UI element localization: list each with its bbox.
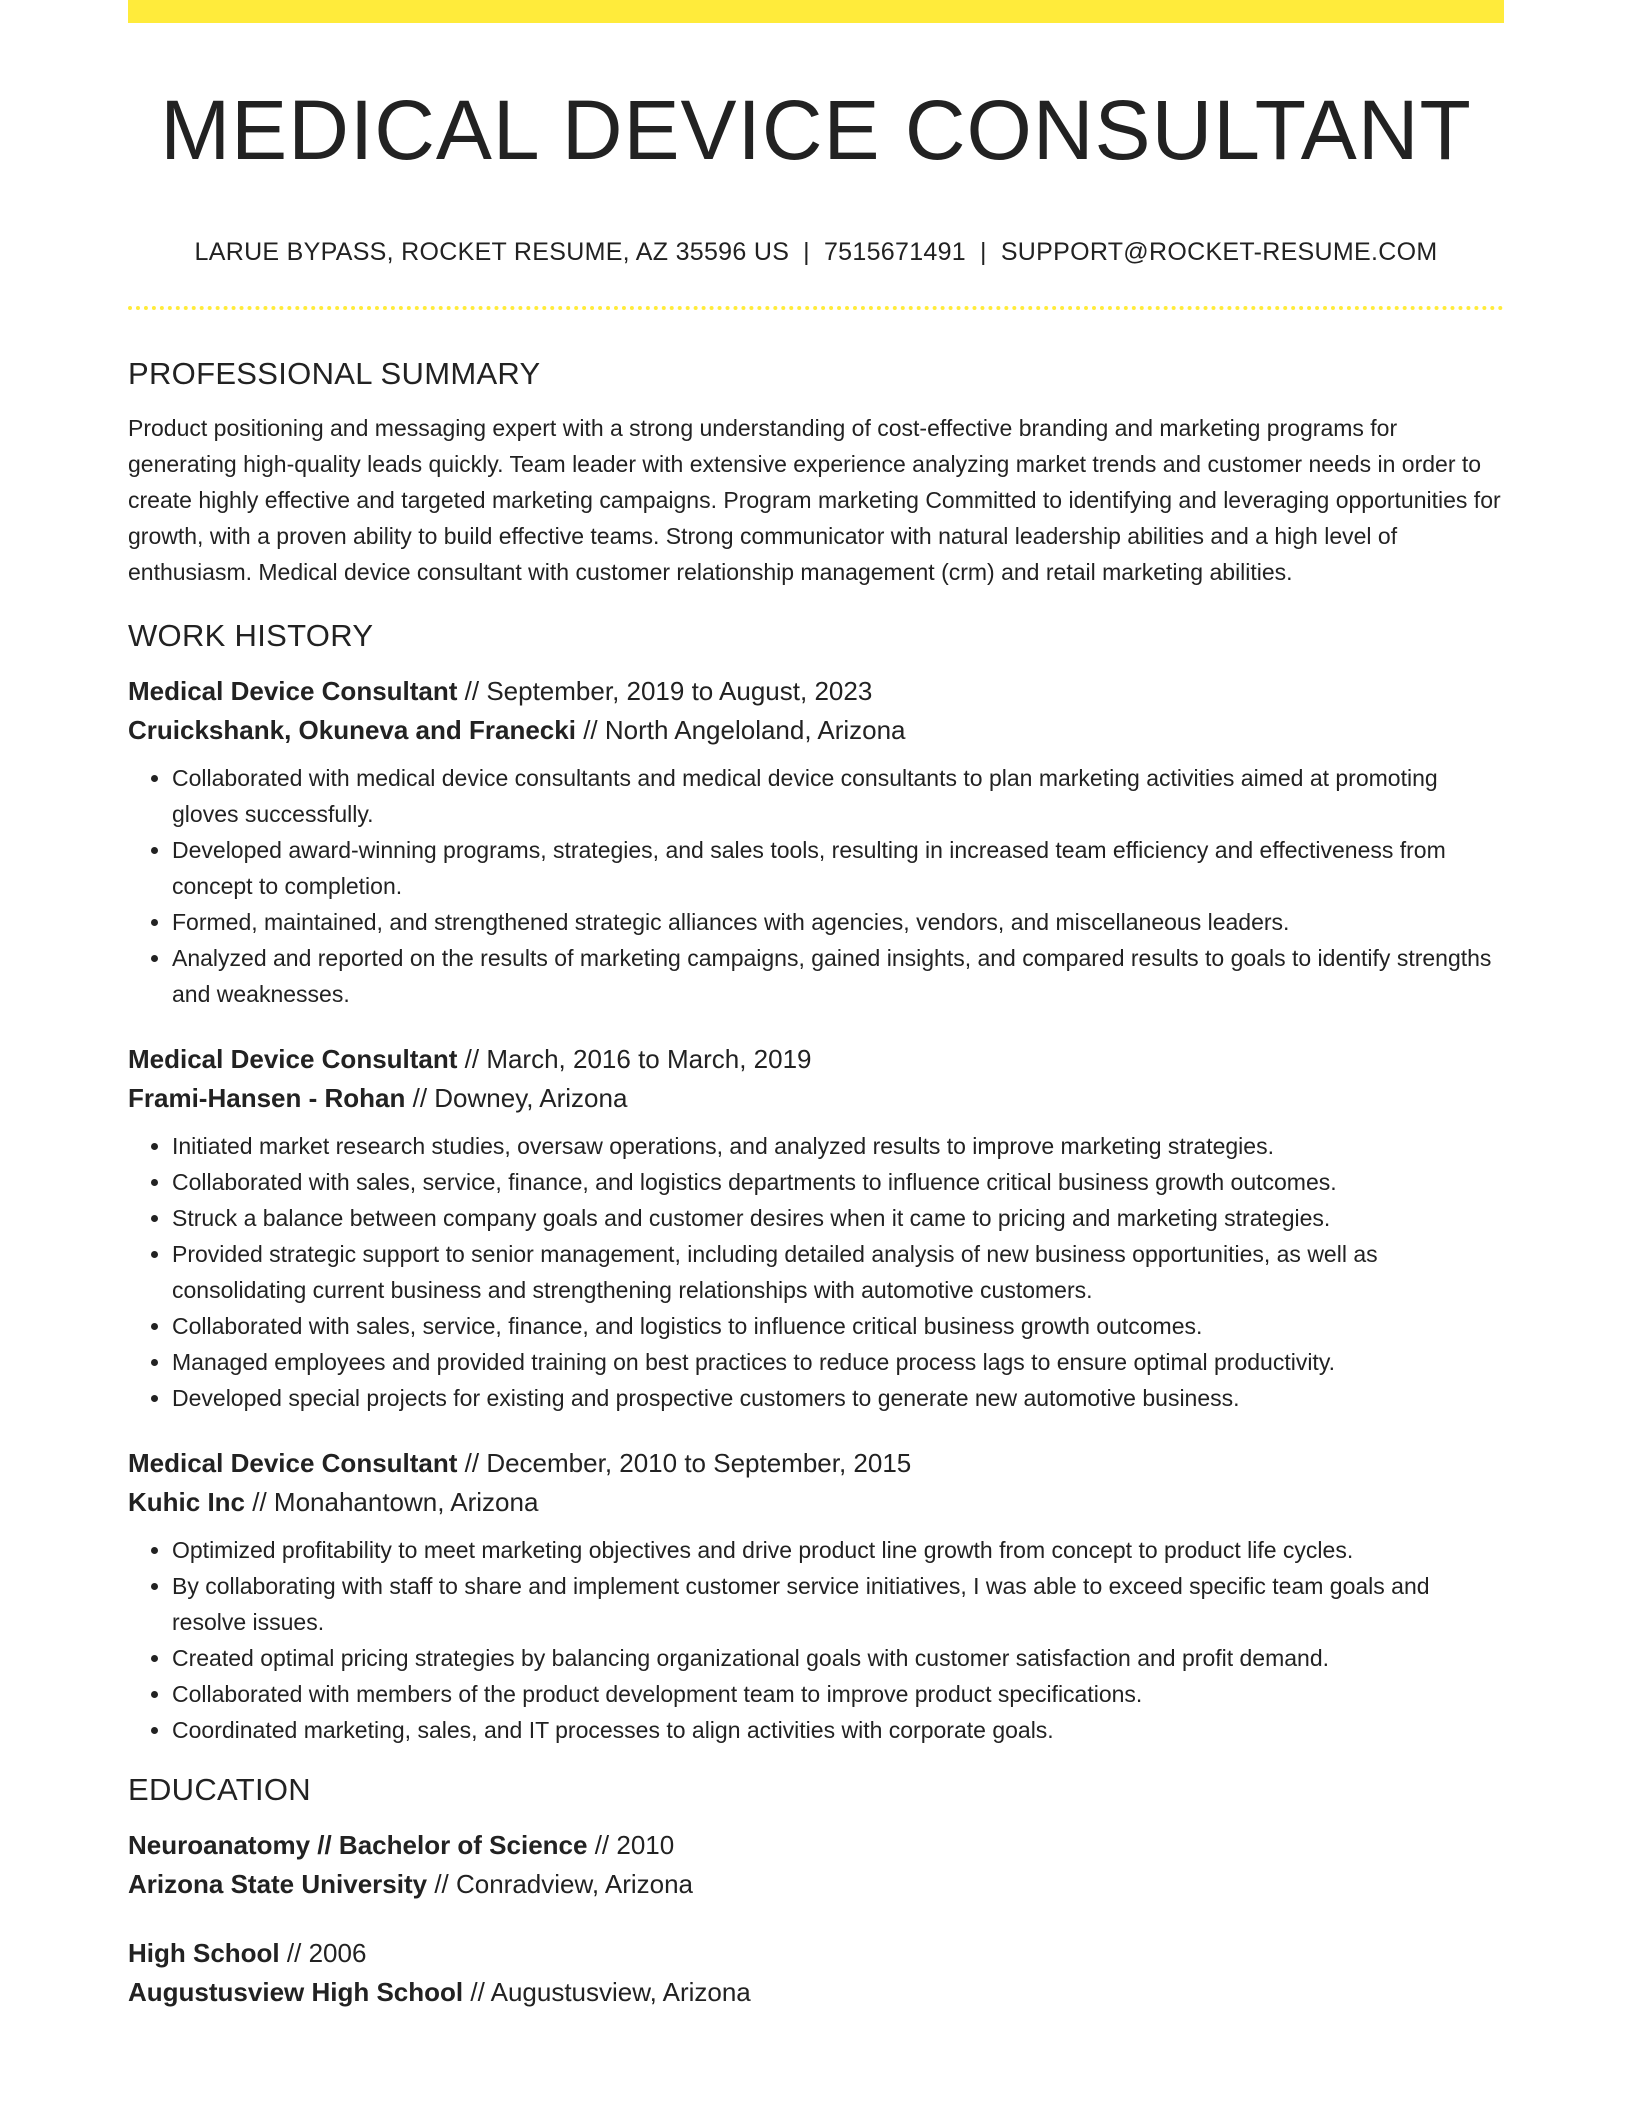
job-company: Kuhic Inc — [128, 1487, 246, 1517]
summary-text: Product positioning and messaging expert with a strong understanding of cost-effective branding and marketing programs for generating high-quality leads quickly. Team leader with extensive experience analyzing market trends and customer needs in order to create highly effective and targeted marketing campaigns. Program marketing Committed to identifying and leveraging opportunities for growth, with a proven ability to build effective teams. Strong communicator with natural leadership abilities and a high level of enthusiasm. Medical device consultant with customer relationship management (crm) and retail marketing abilities. — [128, 415, 1501, 585]
job-title-line — [128, 1444, 1504, 1483]
contact-email: SUPPORT@ROCKET-RESUME.COM — [1000, 238, 1438, 266]
education-section — [128, 1768, 1504, 2012]
list-item: • Developed award-winning programs, strategies, and sales tools, resulting in increased team efficiency and effectiveness from concept to completion. — [172, 832, 1504, 904]
job-entry — [128, 672, 1504, 1012]
degree-line — [128, 1826, 1504, 1865]
list-item: • Collaborated with members of the product development team to improve product specifications. — [172, 1676, 1504, 1712]
school-name: Arizona State University — [128, 1869, 428, 1899]
education-heading: EDUCATION — [128, 1772, 311, 1807]
school-name: Augustusview High School — [128, 1977, 464, 2007]
job-entry — [128, 1040, 1504, 1416]
list-item: • Created optimal pricing strategies by balancing organizational goals with customer satisfaction and profit demand. — [172, 1640, 1504, 1676]
degree: Neuroanatomy // Bachelor of Science — [128, 1830, 588, 1860]
job-bullets — [128, 1128, 1504, 1416]
job-location: // Downey, Arizona — [405, 1083, 628, 1113]
degree-line — [128, 1934, 1504, 1973]
list-item: • Developed special projects for existing and prospective customers to generate new automotive business. — [172, 1380, 1504, 1416]
list-item: • Optimized profitability to meet marketing objectives and drive product line growth from concept to product life cycles. — [172, 1532, 1504, 1568]
school-location: // Augustusview, Arizona — [463, 1977, 751, 2007]
work-history-heading: WORK HISTORY — [128, 618, 374, 653]
job-company-line — [128, 1079, 1504, 1118]
contact-address: LARUE BYPASS, ROCKET RESUME, AZ 35596 US — [194, 238, 790, 266]
contact-separator: | — [980, 238, 987, 266]
dotted-divider — [128, 306, 1504, 310]
job-company-line — [128, 1483, 1504, 1522]
job-title-line — [128, 672, 1504, 711]
summary-section — [128, 352, 1504, 590]
degree: High School — [128, 1938, 280, 1968]
graduation-year: // 2006 — [279, 1938, 367, 1968]
list-item: • Collaborated with medical device consultants and medical device consultants to plan marketing activities aimed at promoting gloves successfully. — [172, 760, 1504, 832]
job-title-line — [128, 1040, 1504, 1079]
job-title: Medical Device Consultant — [128, 1044, 458, 1074]
list-item: • Formed, maintained, and strengthened strategic alliances with agencies, vendors, and miscellaneous leaders. — [172, 904, 1504, 940]
job-location: // Monahantown, Arizona — [245, 1487, 539, 1517]
contact-separator: | — [803, 238, 810, 266]
job-bullets — [128, 760, 1504, 1012]
list-item: • Managed employees and provided training on best practices to reduce process lags to ensure optimal productivity. — [172, 1344, 1504, 1380]
list-item: • Collaborated with sales, service, finance, and logistics departments to influence critical business growth outcomes. — [172, 1164, 1504, 1200]
list-item: • Collaborated with sales, service, finance, and logistics to influence critical business growth outcomes. — [172, 1308, 1504, 1344]
list-item: • Struck a balance between company goals and customer desires when it came to pricing and marketing strategies. — [172, 1200, 1504, 1236]
list-item: • Initiated market research studies, oversaw operations, and analyzed results to improve marketing strategies. — [172, 1128, 1504, 1164]
job-location: // North Angeloland, Arizona — [575, 715, 906, 745]
job-title: Medical Device Consultant — [128, 1448, 458, 1478]
job-dates: // September, 2019 to August, 2023 — [457, 676, 873, 706]
accent-bar — [128, 0, 1504, 23]
job-company-line — [128, 711, 1504, 750]
summary-heading: PROFESSIONAL SUMMARY — [128, 356, 541, 391]
school-location: // Conradview, Arizona — [427, 1869, 694, 1899]
job-title: Medical Device Consultant — [128, 676, 458, 706]
list-item: • Provided strategic support to senior management, including detailed analysis of new business opportunities, as well as consolidating current business and strengthening relationships with automotive customers. — [172, 1236, 1504, 1308]
resume-body — [128, 352, 1504, 2012]
list-item: • By collaborating with staff to share and implement customer service initiatives, I was able to exceed specific team goals and resolve issues. — [172, 1568, 1504, 1640]
job-entry — [128, 1444, 1504, 1748]
school-line — [128, 1865, 1504, 1904]
graduation-year: // 2010 — [587, 1830, 675, 1860]
job-bullets — [128, 1532, 1504, 1748]
education-entry — [128, 1826, 1504, 1904]
list-item: • Analyzed and reported on the results of marketing campaigns, gained insights, and compared results to goals to identify strengths and weaknesses. — [172, 940, 1504, 1012]
job-company: Frami-Hansen - Rohan — [128, 1083, 406, 1113]
list-item: • Coordinated marketing, sales, and IT processes to align activities with corporate goals. — [172, 1712, 1504, 1748]
contact-phone: 7515671491 — [823, 238, 967, 266]
job-dates: // March, 2016 to March, 2019 — [457, 1044, 812, 1074]
job-company: Cruickshank, Okuneva and Franecki — [128, 715, 576, 745]
job-dates: // December, 2010 to September, 2015 — [457, 1448, 912, 1478]
candidate-title: MEDICAL DEVICE CONSULTANT — [160, 83, 1472, 177]
work-history-section — [128, 614, 1504, 1748]
education-entry — [128, 1934, 1504, 2012]
contact-line — [128, 236, 1504, 268]
school-line — [128, 1973, 1504, 2012]
